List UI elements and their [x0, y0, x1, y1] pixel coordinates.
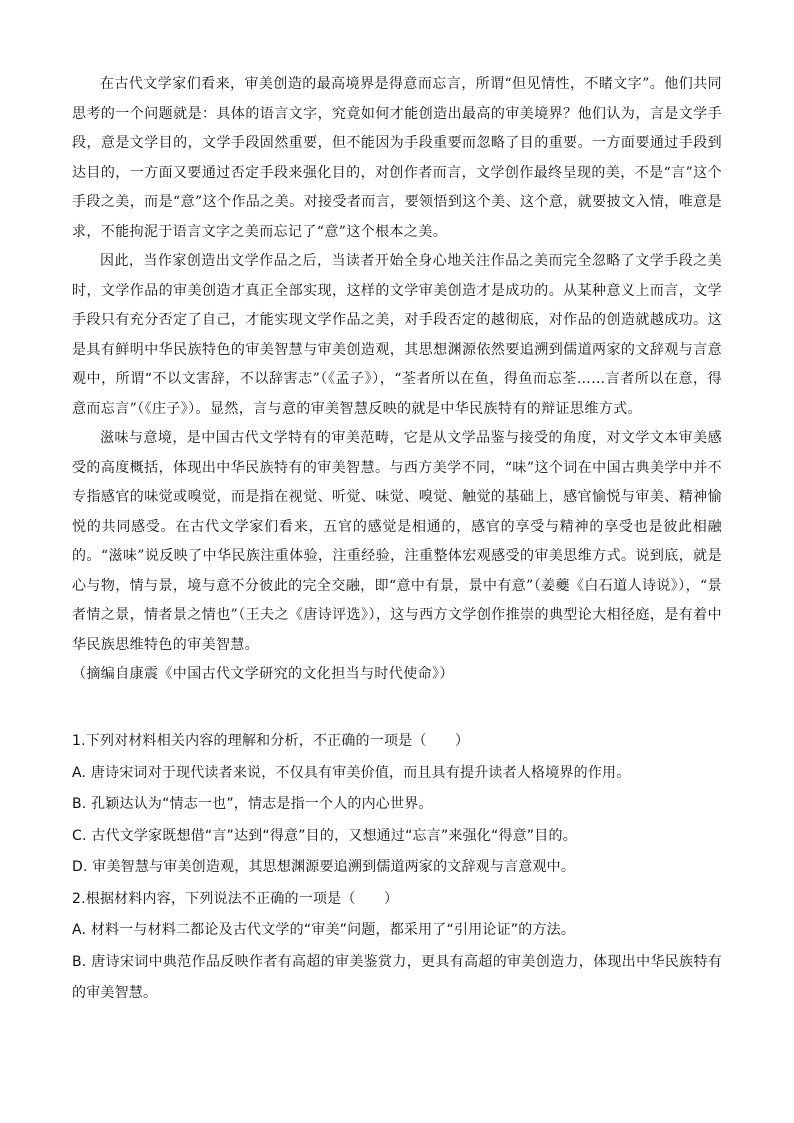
question-section: [72, 726, 722, 1010]
question-1-option-a: A. 唐诗宋词对于现代读者来说，不仅具有审美价值，而且具有提升读者人格境界的作用。: [72, 764, 631, 781]
passage-source-citation: （摘编自康震《中国古代文学研究的文化担当与时代使命》）: [72, 666, 454, 682]
question-1-stem: 1.下列对材料相关内容的理解和分析，不正确的一项是（ ）: [72, 733, 470, 749]
reading-passage: [72, 70, 722, 690]
question-1-option-b: B. 孔颖达认为“情志一也”，情志是指一个人的内心世界。: [72, 796, 433, 812]
question-2-option-a: A. 材料一与材料二都论及古代文学的“审美”问题，都采用了“引用论证”的方法。: [72, 922, 576, 938]
question-2-stem: 2.根据材料内容，下列说法不正确的一项是（ ）: [72, 890, 399, 907]
passage-paragraph-3: 滋味与意境，是中国古代文学特有的审美范畴，它是从文学品鉴与接受的角度，对文学文本审美感受的高度概括，体现出中华民族特有的审美智慧。与西方美学不同，“味”这个词在中国古典美学中并不专指感官的味觉或嗅觉，而是指在视觉、听觉、味觉、嗅觉、触觉的基础上，感官愉悦与审美、精神愉悦的共同感受。在古代文学家们看来，五官的感觉是相通的，感官的享受与精神的享受也是彼此相融的。“滋味”说反映了中华民族注重体验，注重经验，注重整体宏观感受的审美思维方式。说到底，就是心与物，情与景，境与意不分彼此的完全交融，即“意中有景，景中有意”（姜夔《白石道人诗说》），“景者情之景，情者景之情也”（王夫之《唐诗评选》），这与西方文学创作推崇的典型论大相径庭，是有着中华民族思维特色的审美智慧。: [72, 430, 722, 653]
passage-paragraph-2: 因此，当作家创造出文学作品之后，当读者开始全身心地关注作品之美而完全忽略了文学手段之美时，文学作品的审美创造才真正全部实现，这样的文学审美创造才是成功的。从某种意义上而言，文学手段只有充分否定了自己，才能实现文学作品之美，对手段否定的越彻底，对作品的创造就越成功。这是具有鲜明中华民族特色的审美智慧与审美创造观，其思想渊源依然要追溯到儒道两家的文辞观与言意观中，所谓“不以文害辞，不以辞害志”（《孟子》），“荃者所以在鱼，得鱼而忘荃……言者所以在意，得意而忘言”（《庄子》）。显然，言与意的审美智慧反映的就是中华民族特有的辩证思维方式。: [72, 253, 722, 417]
passage-paragraph-1: 在古代文学家们看来，审美创造的最高境界是得意而忘言，所谓“但见情性，不睹文字”。他们共同思考的一个问题就是：具体的语言文字，究竟如何才能创造出最高的审美境界？他们认为，言是文学手段，意是文学目的，文学手段固然重要，但不能因为手段重要而忽略了目的重要。一方面要通过手段到达目的，一方面又要通过否定手段来强化目的，对创作者而言，文学创作最终呈现的美，不是“言”这个手段之美，而是“意”这个作品之美。对接受者而言，要领悟到这个美、这个意，就要披文入情，唯意是求，不能拘泥于语言文字之美而忘记了“意”这个根本之美。: [72, 76, 722, 240]
question-1-option-d: D. 审美智慧与审美创造观，其思想渊源要追溯到儒道两家的文辞观与言意观中。: [72, 859, 576, 875]
question-1-option-c: C. 古代文学家既想借“言”达到“得意”目的，又想通过“忘言”来强化“得意”目的。: [72, 827, 577, 844]
question-2-option-b: B. 唐诗宋词中典范作品反映作者有高超的审美鉴赏力，更具有高超的审美创造力，体现出中华民族特有的审美智慧。: [72, 953, 722, 1001]
